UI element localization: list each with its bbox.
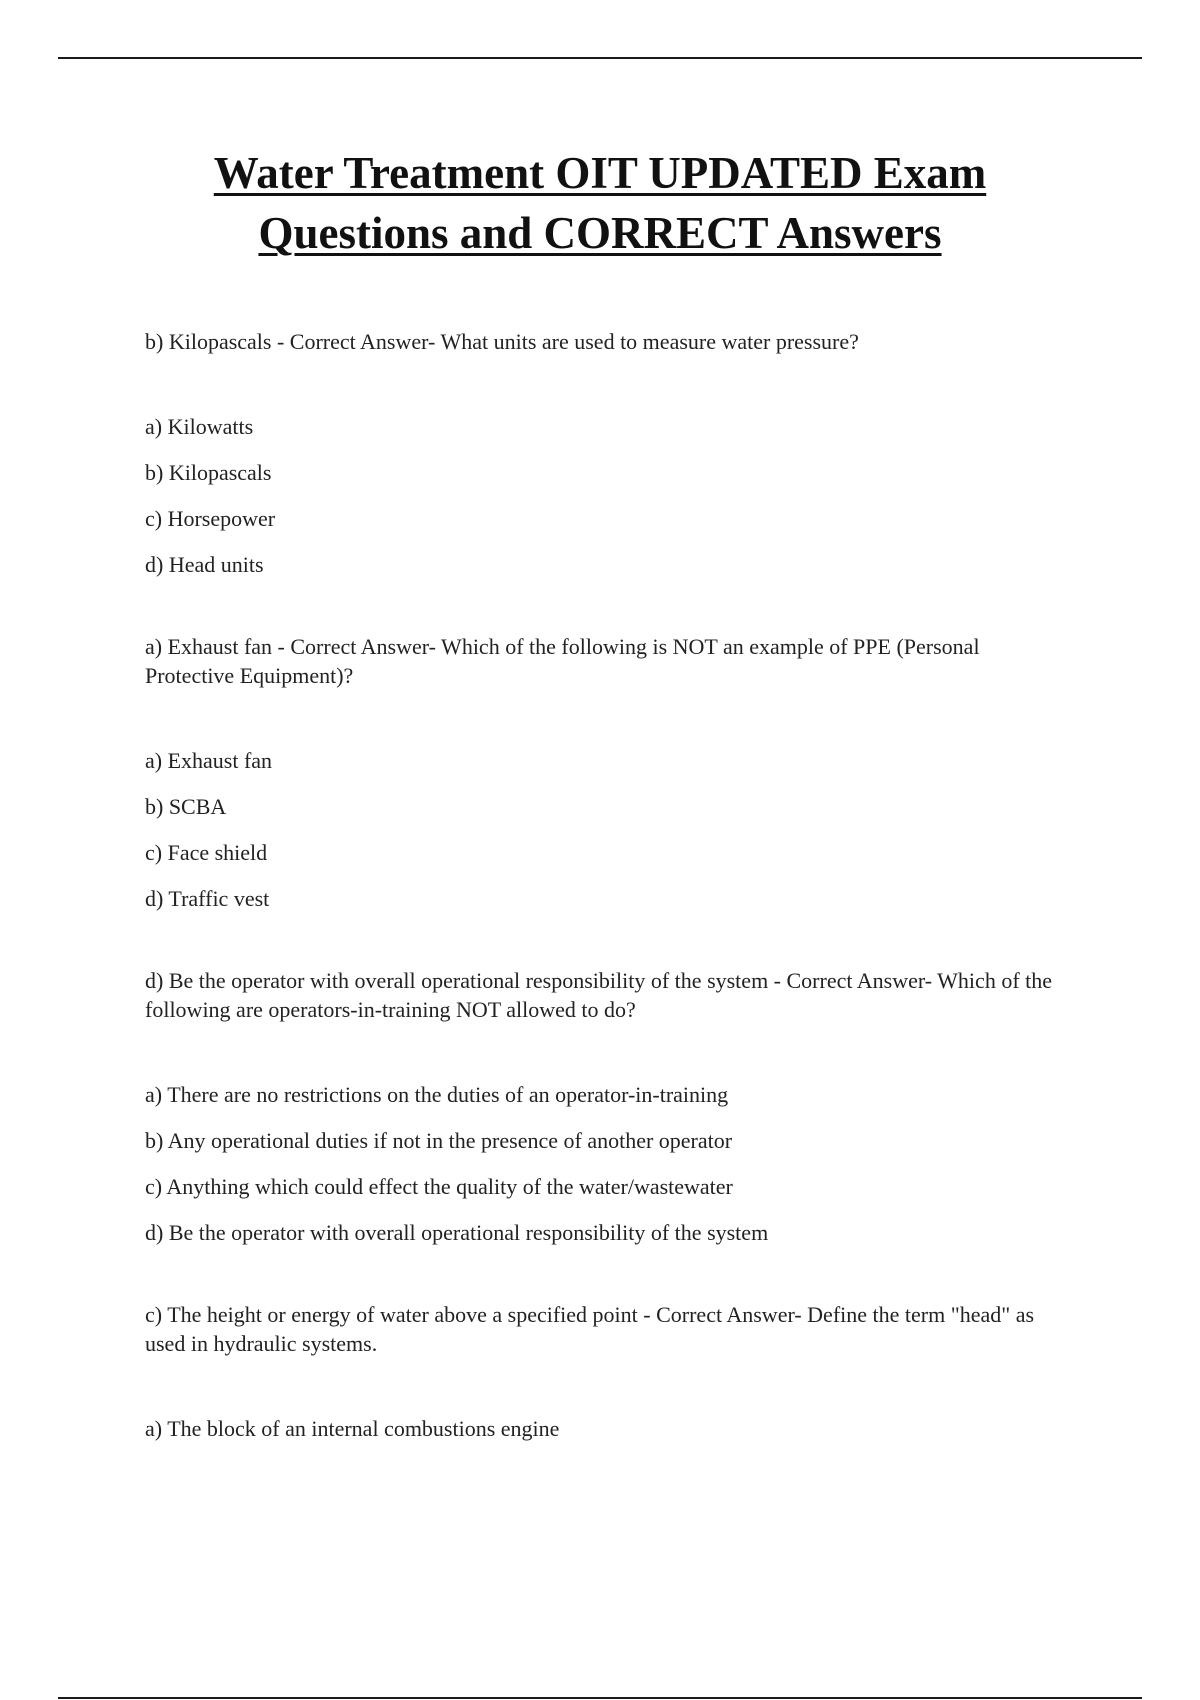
option-item: c) Face shield [145,840,268,865]
title-line-2: Questions and CORRECT Answers [258,208,942,258]
option-item: c) Horsepower [145,506,276,531]
title-line-1: Water Treatment OIT UPDATED Exam [213,148,987,198]
question-block [145,966,1055,1247]
option-list [145,1414,1055,1443]
option-item: a) There are no restrictions on the duties of an operator-in-training [145,1082,729,1107]
option-item: a) Exhaust fan [145,748,273,773]
option-item: d) Traffic vest [145,886,270,911]
option-item: c) Anything which could effect the quality of the water/wastewater [145,1174,733,1199]
question-block [145,632,1055,913]
page-title [0,143,1200,263]
question-text: c) The height or energy of water above a specified point - Correct Answer- Define the term "head" as used in hydraulic systems. [145,1302,1035,1356]
option-list [145,412,1055,579]
question-block [145,327,1055,579]
question-list [145,327,1055,1443]
option-item: b) SCBA [145,794,227,819]
question-text: a) Exhaust fan - Correct Answer- Which of the following is NOT an example of PPE (Personal Protective Equipment)? [145,634,980,688]
option-item: d) Head units [145,552,264,577]
option-item: a) Kilowatts [145,414,254,439]
footer-rule [58,1697,1142,1699]
option-list [145,1080,1055,1247]
question-text: d) Be the operator with overall operational responsibility of the system - Correct Answer- Which of the following are operators-in-training NOT allowed to do? [145,968,1053,1022]
option-item: a) The block of an internal combustions engine [145,1416,560,1441]
option-item: b) Any operational duties if not in the presence of another operator [145,1128,733,1153]
option-item: d) Be the operator with overall operational responsibility of the system [145,1220,769,1245]
option-list [145,746,1055,913]
question-text: b) Kilopascals - Correct Answer- What units are used to measure water pressure? [145,329,859,354]
question-block [145,1300,1055,1443]
header-rule [58,57,1142,59]
option-item: b) Kilopascals [145,460,272,485]
